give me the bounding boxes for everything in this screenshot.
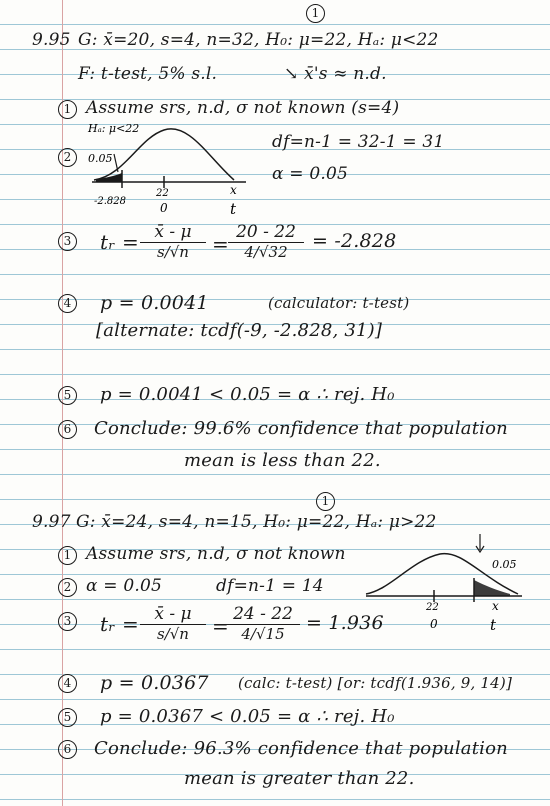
step-1-9-97: 1 [58,544,77,565]
step-1-9-95: 1 [58,98,77,119]
shaded-right-tail [474,580,510,596]
t-values-fraction-9-95 [228,222,304,261]
alternate-9-95: [alternate: tcdf(-9, -2.828, 31)] [96,320,383,341]
t-values-numerator: 20 - 22 [228,222,304,243]
equals-9-97: = [212,614,229,638]
p-value-9-95: p = 0.0041 [100,292,209,314]
t-formula-fraction-9-97 [140,604,206,643]
graph-zero-label: 0 [430,617,438,631]
alpha-9-95: α = 0.05 [272,164,348,184]
t-values-fraction-9-97 [226,604,300,643]
problem-number-9-97: 9.97 [32,512,71,532]
step-4-9-95: 4 [58,292,77,313]
graph-ha-label: Hₐ: μ<22 [88,122,140,135]
right-tail-t-curve-graph [362,528,542,634]
step-2-9-97: 2 [58,576,77,597]
calculator-note-9-97: (calc: t-test) [or: tcdf(1.936, 9, 14)] [238,674,513,692]
conclusion-line2-9-97: mean is greater than 22. [184,768,415,789]
step-6-9-95: 6 [58,418,77,439]
graph-x-label: x [230,183,237,197]
conclusion-line1-9-95: Conclude: 99.6% confidence that population [94,418,508,439]
df-9-97: df=n-1 = 14 [216,576,324,596]
problem-number-9-95: 9.95 [32,30,71,50]
left-tail-t-curve-graph [84,118,254,218]
step-5-9-97: 5 [58,706,77,727]
step-3-9-97: 3 [58,610,77,631]
t-values-denominator: 4/√32 [244,243,288,261]
t-formula-numerator: x̄ - μ [140,222,206,243]
graph-tcrit-label: -2.828 [94,196,127,207]
find-9-95: F: t-test, 5% s.l. [78,64,218,84]
equals-9-95: = [212,232,229,256]
t-formula-numerator: x̄ - μ [140,604,206,625]
graph-t-label: t [230,200,237,218]
calculator-note-9-95: (calculator: t-test) [268,294,410,312]
graph-t-label: t [490,616,497,634]
page-number-top: 1 [306,2,325,23]
decision-9-95: p = 0.0041 < 0.05 = α ∴ rej. H₀ [100,384,395,405]
t-curve [94,129,234,180]
graph-alpha-label: 0.05 [492,558,517,571]
decision-9-97: p = 0.0367 < 0.05 = α ∴ rej. H₀ [100,706,395,727]
conclusion-line2-9-95: mean is less than 22. [184,450,381,471]
t-result-9-97: = 1.936 [306,612,384,634]
step-4-9-97: 4 [58,672,77,693]
step-6-9-97: 6 [58,738,77,759]
t-stat-lhs-9-95: tᵣ = [100,230,139,254]
step-2-9-95: 2 [58,146,77,167]
t-values-denominator: 4/√15 [241,625,285,643]
graph-mu-label: 22 [426,602,439,613]
note-9-95: ↘ x̄'s ≈ n.d. [284,64,387,84]
conclusion-line1-9-97: Conclude: 96.3% confidence that population [94,738,508,759]
t-formula-fraction-9-95 [140,222,206,261]
graph-alpha-label: 0.05 [88,152,113,165]
t-stat-lhs-9-97: tᵣ = [100,612,139,636]
graph-zero-label: 0 [160,201,168,215]
step-3-9-95: 3 [58,230,77,251]
step-5-9-95: 5 [58,384,77,405]
given-9-97: G: x̄=24, s=4, n=15, H₀: μ=22, Hₐ: μ>22 [76,512,437,532]
df-9-95: df=n-1 = 32-1 = 31 [272,132,445,152]
graph-x-label: x [492,599,499,613]
t-values-numerator: 24 - 22 [226,604,300,625]
page-number-mid: 1 [316,490,335,511]
given-9-95: G: x̄=20, s=4, n=32, H₀: μ=22, Hₐ: μ<22 [78,30,439,50]
alpha-9-97: α = 0.05 [86,576,162,596]
t-result-9-95: = -2.828 [312,230,397,252]
assume-9-95: Assume srs, n.d, σ not known (s=4) [86,98,400,118]
assume-9-97: Assume srs, n.d, σ not known [86,544,346,564]
t-formula-denominator: s/√n [157,243,189,261]
graph-mu-label: 22 [156,188,169,199]
p-value-9-97: p = 0.0367 [100,672,209,694]
t-formula-denominator: s/√n [157,625,189,643]
